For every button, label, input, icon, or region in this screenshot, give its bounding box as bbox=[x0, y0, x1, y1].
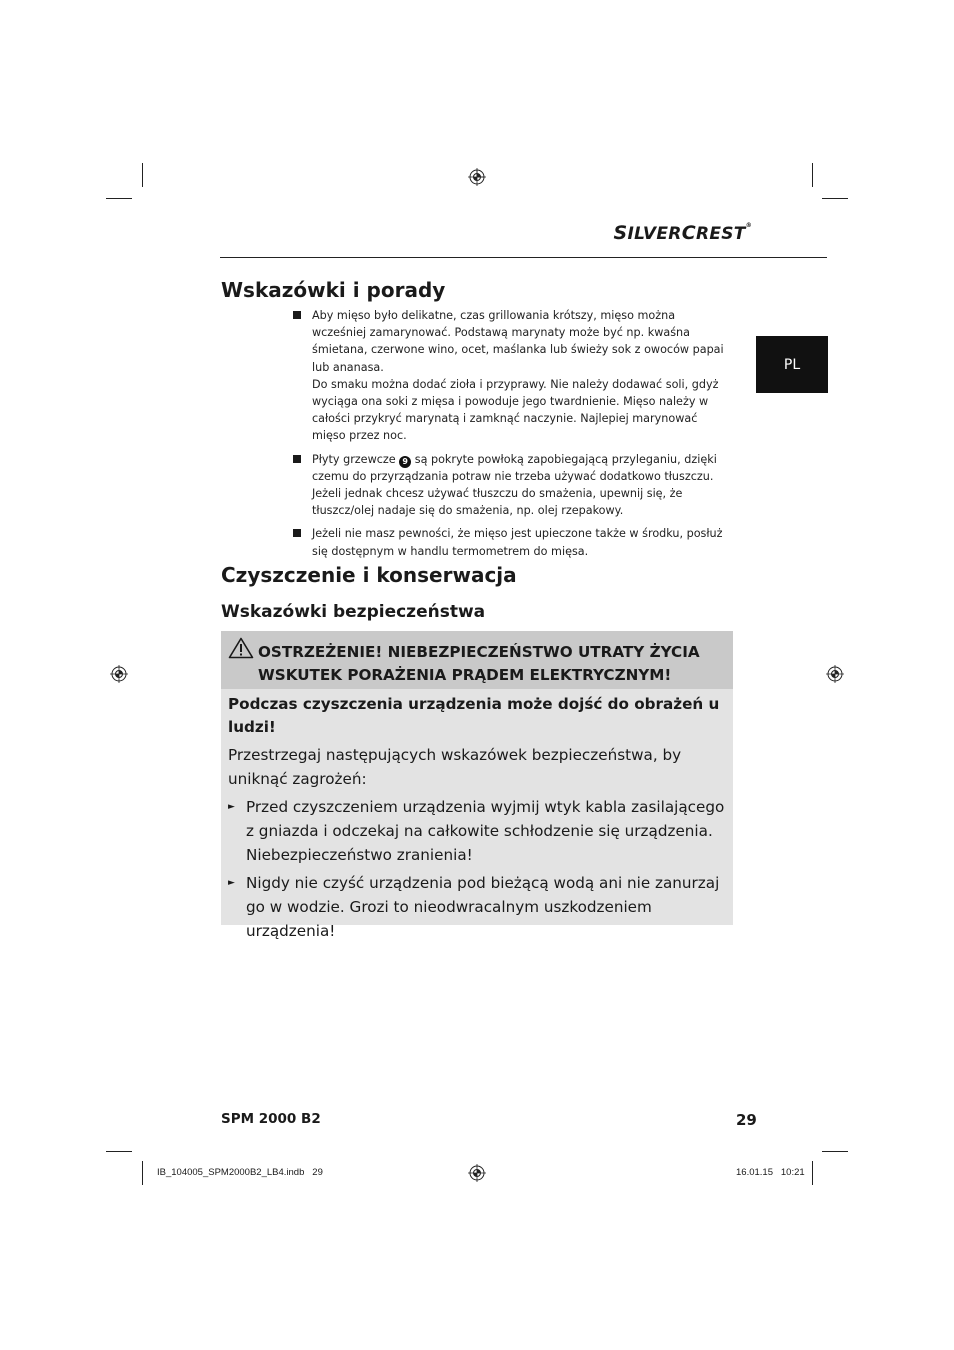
crop-mark bbox=[142, 1161, 143, 1185]
warning-intro: Przestrzegaj następujących wskazówek bezpieczeństwa, by uniknąć zagrożeń: bbox=[228, 746, 682, 788]
list-item bbox=[292, 307, 732, 445]
bullet-square-icon bbox=[293, 311, 301, 319]
list-item bbox=[292, 451, 732, 520]
arrow-right-icon: ► bbox=[228, 802, 235, 812]
warning-body bbox=[221, 689, 733, 940]
language-tab-label: PL bbox=[783, 356, 801, 373]
warning-lead: Podczas czyszczenia urządzenia może dojść do obrażeń u ludzi! bbox=[228, 695, 720, 736]
crop-mark bbox=[822, 198, 848, 199]
section-title-tips: Wskazówki i porady bbox=[221, 278, 446, 302]
crop-mark bbox=[822, 1151, 848, 1152]
registration-mark-icon bbox=[826, 665, 844, 683]
header-rule bbox=[220, 257, 827, 258]
language-tab bbox=[756, 336, 828, 393]
tip-paragraph: Płyty grzewcze 9 są pokryte powłoką zapobiegającą przyleganiu, dzięki czemu do przyrządzania potraw nie trzeba używać dodatkowo tłuszczu. Jeżeli jednak chcesz używać tłuszczu do smażenia, upewnij się, że tłuszcz/olej nadaje się do smażenia, np. olej rzepakowy. bbox=[312, 452, 717, 518]
crop-mark bbox=[106, 198, 132, 199]
section-title-cleaning: Czyszczenie i konserwacja bbox=[221, 563, 517, 587]
print-slug-file: IB_104005_SPM2000B2_LB4.indb 29 bbox=[157, 1167, 323, 1178]
tip-paragraph: Do smaku można dodać zioła i przyprawy. Nie należy dodawać soli, gdyż wyciąga ona soki z mięsa i powoduje jego twardnienie. Mięso należy w całości przykryć marynatą i zamknąć naczynie. Najlepiej marynować mięso przez noc. bbox=[312, 377, 719, 443]
crop-mark bbox=[812, 163, 813, 187]
brand-logo: SILVERCREST® bbox=[613, 222, 752, 244]
arrow-right-icon: ► bbox=[228, 878, 235, 888]
warning-heading: OSTRZEŻENIE! NIEBEZPIECZEŃSTWO UTRATY ŻYCIA WSKUTEK PORAŻENIA PRĄDEM ELEKTRYCZNYM! bbox=[258, 643, 700, 684]
crop-mark bbox=[812, 1161, 813, 1185]
crop-mark bbox=[142, 163, 143, 187]
list-item bbox=[292, 525, 732, 559]
registration-mark-icon bbox=[110, 665, 128, 683]
tip-paragraph: Aby mięso było delikatne, czas grillowania krótszy, mięso można wcześniej zamarynować. Podstawą marynaty może być np. kwaśna śmietana, czerwone wino, ocet, maślanka lub świeży sok z owoców papai lub ananasa. bbox=[312, 309, 724, 374]
print-slug-datetime: 16.01.15 10:21 bbox=[736, 1167, 805, 1178]
reference-number-badge: 9 bbox=[399, 456, 411, 468]
list-item: ► Nigdy nie czyść urządzenia pod bieżącą wodą ani nie zanurzaj go w wodzie. Grozi to nieodwracalnym uszkodzeniem urządzenia! bbox=[228, 871, 733, 943]
bullet-square-icon bbox=[293, 455, 301, 463]
registration-mark-icon bbox=[468, 1164, 486, 1182]
subsection-title-safety: Wskazówki bezpieczeństwa bbox=[221, 602, 486, 622]
warning-triangle-icon bbox=[228, 637, 254, 659]
warning-list bbox=[228, 795, 733, 947]
bullet-square-icon bbox=[293, 529, 301, 537]
registration-mark-icon bbox=[468, 168, 486, 186]
crop-mark bbox=[106, 1151, 132, 1152]
warning-header bbox=[221, 631, 733, 689]
page-number: 29 bbox=[736, 1111, 757, 1129]
model-number: SPM 2000 B2 bbox=[221, 1111, 321, 1127]
tip-paragraph: Jeżeli nie masz pewności, że mięso jest upieczone także w środku, posłuż się dostępnym w handlu termometrem do mięsa. bbox=[312, 527, 723, 558]
list-item: ► Przed czyszczeniem urządzenia wyjmij wtyk kabla zasilającego z gniazda i odczekaj na całkowite schłodzenie się urządzenia. Niebezpieczeństwo zranienia! bbox=[228, 795, 733, 867]
tips-list bbox=[292, 307, 732, 566]
